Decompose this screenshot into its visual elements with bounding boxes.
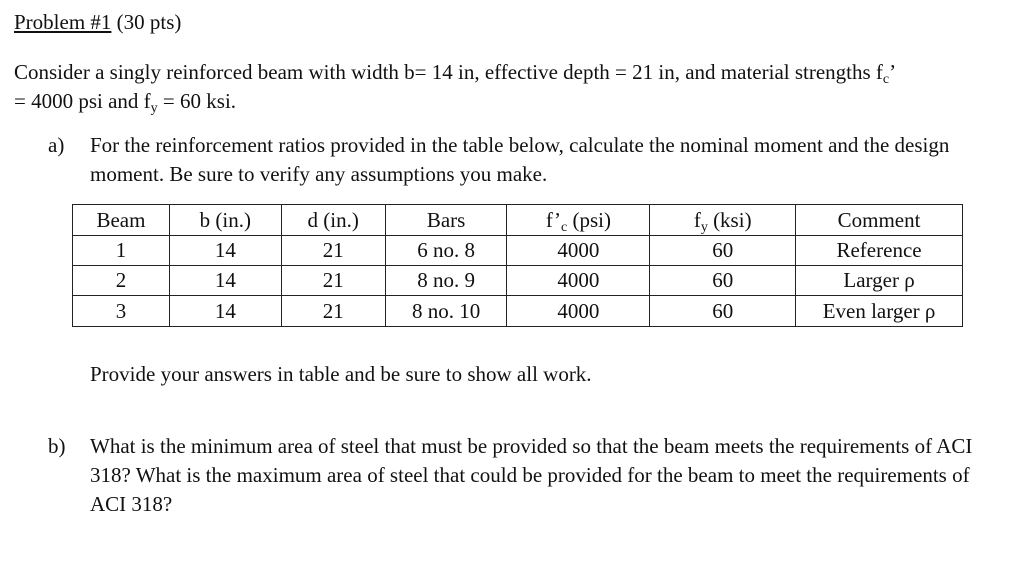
table-row <box>73 236 963 266</box>
intro-line1: Consider a singly reinforced beam with width b= 14 in, effective depth = 21 in, and material strengths f <box>14 60 883 84</box>
header-beam: Beam <box>73 205 170 236</box>
part-a-text: For the reinforcement ratios provided in the table below, calculate the nominal moment and the design moment. Be sure to verify any assumptions you make. <box>90 133 950 186</box>
header-fy-prefix: f <box>693 207 701 232</box>
cell-bars: 8 no. 9 <box>385 266 507 296</box>
header-fc-prefix: f’ <box>545 207 561 232</box>
table-header-row <box>73 205 963 236</box>
table-row <box>73 266 963 296</box>
problem-heading <box>14 8 181 37</box>
part-b-label: b) <box>48 434 66 458</box>
intro-fc-sub: c <box>882 72 890 87</box>
cell-d: 21 <box>281 266 385 296</box>
header-fy-suffix: (ksi) <box>707 207 752 232</box>
provide-instruction: Provide your answers in table and be sure to show all work. <box>90 362 592 386</box>
cell-comment: Even larger ρ <box>796 296 963 327</box>
cell-b: 14 <box>169 296 281 327</box>
cell-bars: 6 no. 8 <box>385 236 507 266</box>
beam-table <box>72 204 963 327</box>
cell-d: 21 <box>281 236 385 266</box>
header-fc-suffix: (psi) <box>567 207 611 232</box>
cell-fy: 60 <box>650 296 796 327</box>
intro-prime: ’ <box>889 60 897 84</box>
problem-intro <box>14 58 1014 116</box>
cell-fy: 60 <box>650 266 796 296</box>
cell-b: 14 <box>169 266 281 296</box>
header-comment: Comment <box>796 205 963 236</box>
cell-beam: 2 <box>73 266 170 296</box>
header-bars: Bars <box>385 205 507 236</box>
cell-fc: 4000 <box>507 296 650 327</box>
cell-fc: 4000 <box>507 266 650 296</box>
problem-number: Problem #1 <box>14 10 112 34</box>
header-fy <box>650 205 796 236</box>
intro-line2b: = 60 ksi. <box>157 89 237 113</box>
cell-bars: 8 no. 10 <box>385 296 507 327</box>
cell-d: 21 <box>281 296 385 327</box>
header-fy-sub: y <box>700 219 708 235</box>
part-b-text: What is the minimum area of steel that must be provided so that the beam meets the requirements of ACI 318? What is the maximum area of steel that could be provided for the beam to meet the requirements of ACI 318? <box>90 434 973 516</box>
header-b: b (in.) <box>169 205 281 236</box>
header-d: d (in.) <box>281 205 385 236</box>
cell-fc: 4000 <box>507 236 650 266</box>
intro-fy-sub: y <box>150 101 158 116</box>
table-row <box>73 296 963 327</box>
part-a-label: a) <box>48 133 65 157</box>
header-fc <box>507 205 650 236</box>
problem-points: (30 pts) <box>116 10 182 34</box>
header-fc-sub: c <box>560 219 568 235</box>
cell-beam: 3 <box>73 296 170 327</box>
intro-line2a: = 4000 psi and f <box>14 89 151 113</box>
cell-fy: 60 <box>650 236 796 266</box>
cell-beam: 1 <box>73 236 170 266</box>
cell-comment: Reference <box>796 236 963 266</box>
cell-b: 14 <box>169 236 281 266</box>
cell-comment: Larger ρ <box>796 266 963 296</box>
